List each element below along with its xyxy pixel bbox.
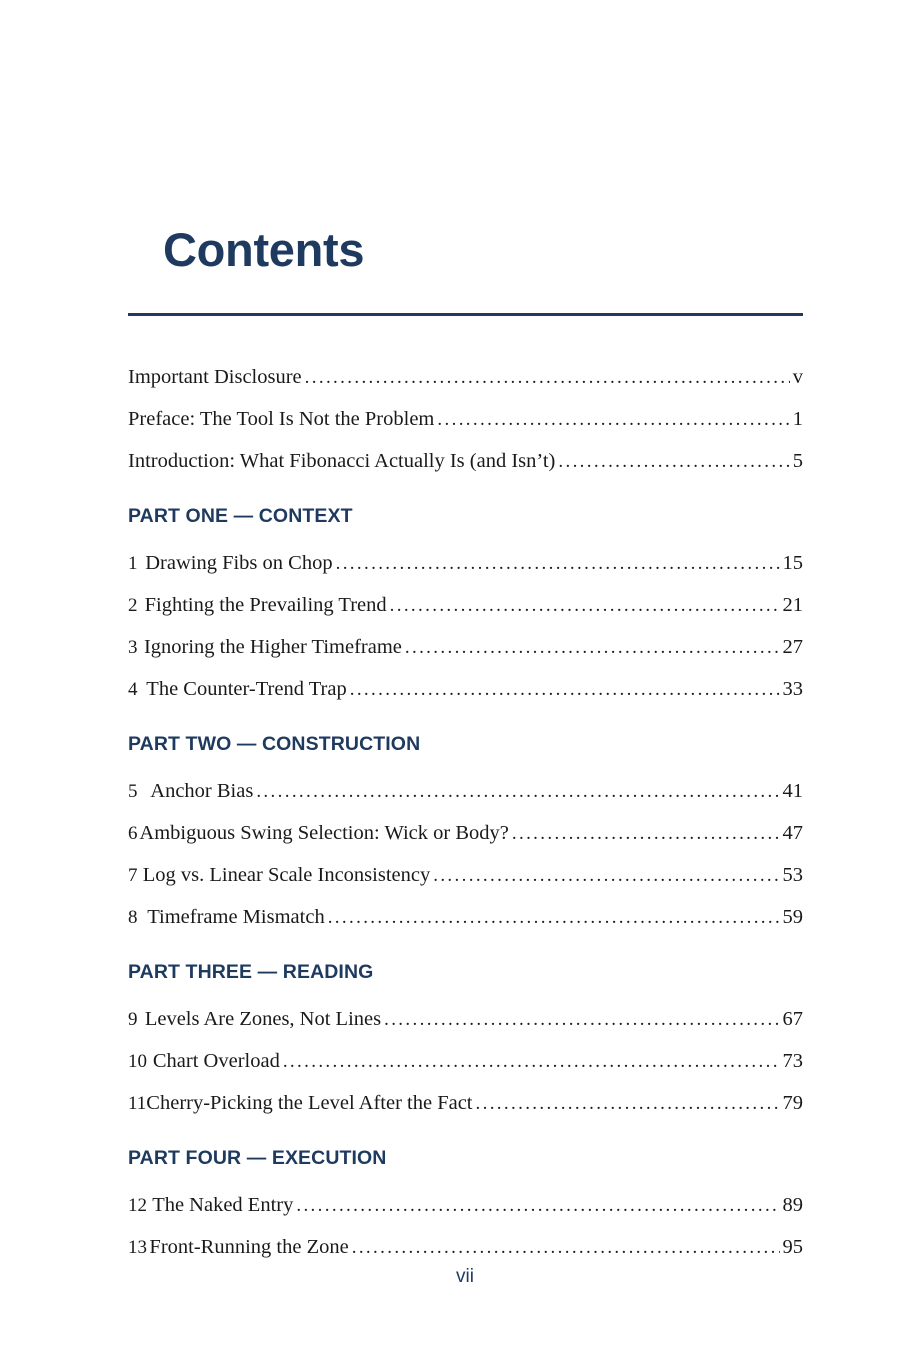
dot-leader	[558, 441, 789, 483]
chapter-title: Log vs. Linear Scale Inconsistency	[142, 864, 431, 886]
chapter-number: 5	[128, 781, 138, 802]
chapter-page: 41	[782, 780, 803, 802]
toc-entry-page: 1	[792, 408, 803, 430]
chapter-page: 89	[782, 1194, 803, 1216]
chapter-page: 95	[782, 1236, 803, 1258]
chapter-title: Chart Overload	[152, 1050, 280, 1072]
toc-chapter-entry[interactable]	[128, 770, 803, 812]
chapter-title: The Counter-Trend Trap	[146, 678, 347, 700]
chapter-title: The Naked Entry	[152, 1194, 294, 1216]
chapter-title: Drawing Fibs on Chop	[145, 552, 333, 574]
chapter-page: 33	[782, 678, 803, 700]
page-folio: vii	[456, 1266, 474, 1287]
chapter-number: 3	[128, 637, 138, 658]
chapter-page: 27	[782, 636, 803, 658]
toc-chapter-entry[interactable]	[128, 1226, 803, 1268]
title-rule	[128, 313, 803, 316]
toc-chapter-entry[interactable]	[128, 812, 803, 854]
page-title: Contents	[163, 223, 365, 276]
chapter-title: Ignoring the Higher Timeframe	[143, 636, 402, 658]
dot-leader	[390, 585, 780, 627]
toc-entry-preface[interactable]	[128, 398, 803, 440]
chapter-title: Timeframe Mismatch	[147, 906, 325, 928]
dot-leader	[283, 1041, 780, 1083]
chapter-title: Anchor Bias	[150, 780, 254, 802]
dot-leader	[437, 399, 789, 441]
chapter-number: 8	[128, 907, 138, 928]
dot-leader	[328, 897, 780, 939]
chapter-title: Levels Are Zones, Not Lines	[144, 1008, 382, 1030]
dot-leader	[476, 1083, 780, 1125]
dot-leader	[296, 1185, 779, 1227]
toc-entry-page: v	[792, 366, 803, 388]
chapter-number: 11	[128, 1093, 147, 1114]
toc-chapter-entry[interactable]	[128, 584, 803, 626]
part-heading: PART TWO — CONSTRUCTION	[128, 733, 421, 755]
chapter-page: 79	[782, 1092, 803, 1114]
toc-chapter-entry[interactable]	[128, 998, 803, 1040]
chapter-number: 9	[128, 1009, 138, 1030]
dot-leader	[433, 855, 779, 897]
chapter-number: 6	[128, 823, 138, 844]
chapter-title: Cherry-Picking the Level After the Fact	[146, 1092, 473, 1114]
chapter-number: 13	[128, 1237, 147, 1258]
chapter-number: 12	[128, 1195, 147, 1216]
toc-chapter-entry[interactable]	[128, 668, 803, 710]
toc-entry-label: Important Disclosure	[128, 366, 302, 388]
dot-leader	[512, 813, 780, 855]
toc-chapter-entry[interactable]	[128, 1184, 803, 1226]
chapter-number: 1	[128, 553, 138, 574]
toc-chapter-entry[interactable]	[128, 1040, 803, 1082]
toc-entry-label: Preface: The Tool Is Not the Problem	[128, 408, 435, 430]
dot-leader	[352, 1227, 780, 1269]
chapter-page: 73	[782, 1050, 803, 1072]
toc-chapter-entry[interactable]	[128, 542, 803, 584]
chapter-page: 47	[782, 822, 803, 844]
part-heading: PART ONE — CONTEXT	[128, 505, 353, 527]
dot-leader	[405, 627, 780, 669]
toc-entry-introduction[interactable]	[128, 440, 803, 482]
toc-entry-disclosure[interactable]	[128, 356, 803, 398]
chapter-page: 15	[782, 552, 803, 574]
table-of-contents	[128, 356, 803, 1268]
dot-leader	[350, 669, 780, 711]
dot-leader	[384, 999, 779, 1041]
dot-leader	[256, 771, 779, 813]
chapter-title: Ambiguous Swing Selection: Wick or Body?	[139, 822, 509, 844]
chapter-page: 21	[782, 594, 803, 616]
chapter-page: 67	[782, 1008, 803, 1030]
chapter-page: 59	[782, 906, 803, 928]
toc-chapter-entry[interactable]	[128, 854, 803, 896]
chapter-number: 4	[128, 679, 138, 700]
chapter-number: 2	[128, 595, 138, 616]
dot-leader	[305, 357, 790, 399]
toc-entry-page: 5	[792, 450, 803, 472]
chapter-number: 10	[128, 1051, 147, 1072]
toc-chapter-entry[interactable]	[128, 626, 803, 668]
dot-leader	[336, 543, 780, 585]
chapter-title: Front-Running the Zone	[149, 1236, 349, 1258]
toc-chapter-entry[interactable]	[128, 896, 803, 938]
part-heading: PART THREE — READING	[128, 961, 374, 983]
toc-entry-label: Introduction: What Fibonacci Actually Is (and Isn’t)	[128, 450, 556, 472]
chapter-page: 53	[782, 864, 803, 886]
chapter-title: Fighting the Prevailing Trend	[144, 594, 387, 616]
part-heading: PART FOUR — EXECUTION	[128, 1147, 387, 1169]
chapter-number: 7	[128, 865, 138, 886]
toc-chapter-entry[interactable]	[128, 1082, 803, 1124]
